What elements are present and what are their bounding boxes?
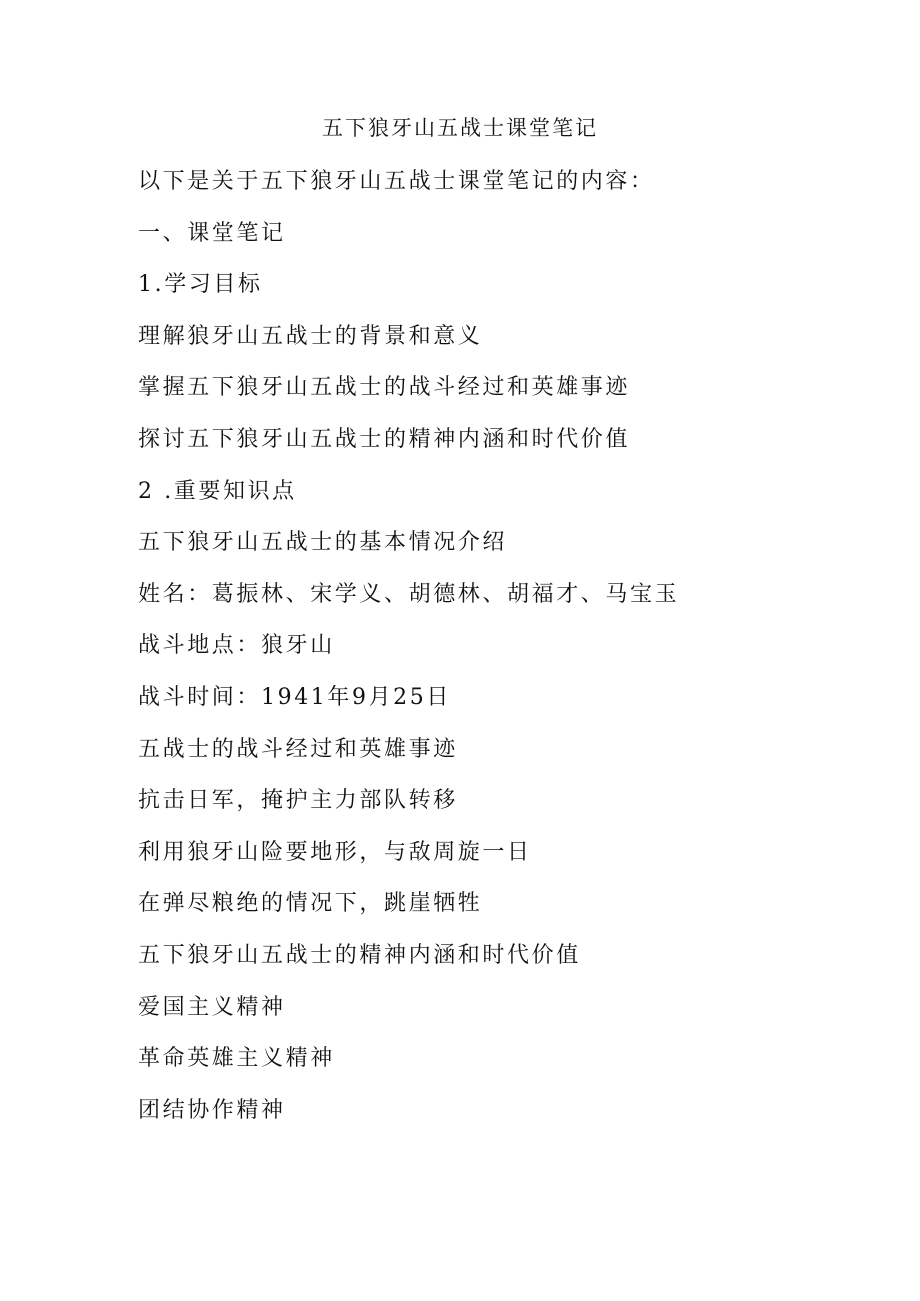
text-line: 革命英雄主义精神	[138, 1046, 335, 1072]
text-line: 掌握五下狼牙山五战士的战斗经过和英雄事迹	[138, 375, 631, 401]
text-line: 战斗时间：1941年9月25日	[138, 684, 451, 710]
subheading-key-points: 2 .重要知识点	[138, 478, 297, 504]
subheading-goals: 1.学习目标	[138, 272, 263, 298]
text-line: 战斗地点：狼牙山	[138, 633, 335, 659]
document-title: 五下狼牙山五战士课堂笔记	[322, 116, 598, 140]
text-line: 理解狼牙山五战士的背景和意义	[138, 323, 483, 349]
text-line: 爱国主义精神	[138, 994, 286, 1020]
text-line: 团结协作精神	[138, 1097, 286, 1123]
text-line: 姓名：葛振林、宋学义、胡德林、胡福才、马宝玉	[138, 581, 680, 607]
text-line: 利用狼牙山险要地形，与敌周旋一日	[138, 839, 532, 865]
document-body	[138, 166, 878, 1146]
section-heading: 一、课堂笔记	[138, 220, 286, 246]
text-line: 五下狼牙山五战士的基本情况介绍	[138, 530, 508, 556]
intro-line: 以下是关于五下狼牙山五战士课堂笔记的内容：	[138, 169, 655, 194]
text-line: 五下狼牙山五战士的精神内涵和时代价值	[138, 942, 581, 968]
text-line: 在弹尽粮绝的情况下，跳崖牺牲	[138, 891, 483, 917]
text-line: 五战士的战斗经过和英雄事迹	[138, 736, 458, 762]
text-line: 抗击日军，掩护主力部队转移	[138, 788, 458, 814]
text-line: 探讨五下狼牙山五战士的精神内涵和时代价值	[138, 426, 631, 452]
